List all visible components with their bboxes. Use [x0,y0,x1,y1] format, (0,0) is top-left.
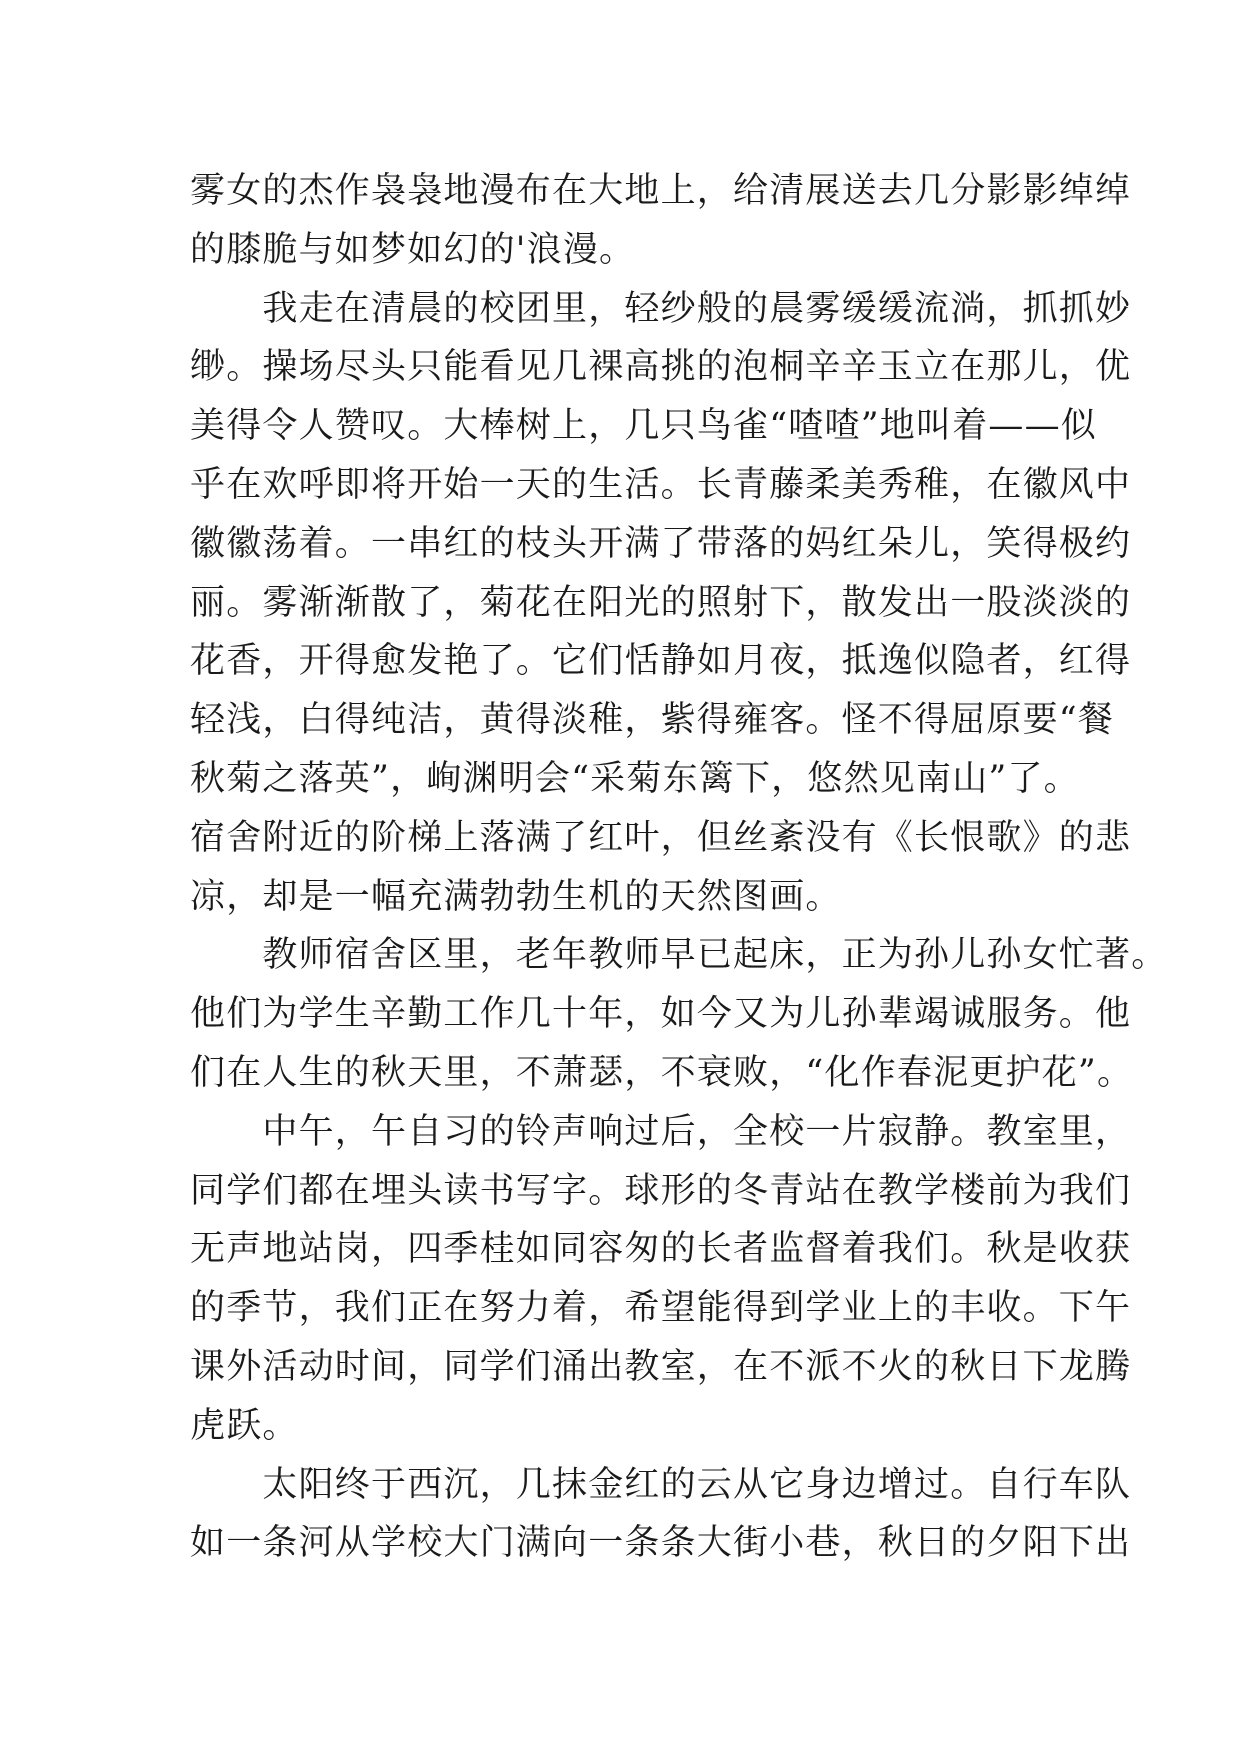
paragraph [190,1103,1132,1456]
text-line: 花香，开得愈发艳了。它们恬静如月夜，抵逸似隐者，红得 [190,641,1132,682]
text-line: 我走在清晨的校团里，轻纱般的晨雾缓缓流淌，抓抓妙 [190,288,1132,329]
paragraph [190,280,1132,927]
text-line: 太阳终于西沉，几抹金红的云从它身边增过。自行车队 [190,1464,1132,1505]
text-line: 雾女的杰作袅袅地漫布在大地上，给清展送去几分影影绰绰 [190,171,1132,211]
paragraph [190,162,1132,280]
text-line: 如一条河从学校大门满向一条条大街小巷，秋日的夕阳下出 [190,1523,1132,1564]
text-line: 同学们都在埋头读书写字。球形的冬青站在教学楼前为我们 [190,1170,1132,1211]
text-line: 轻浅，白得纯洁，黄得淡稚，紫得雍客。怪不得屈原要“餐 [190,700,1115,741]
text-line: 无声地站岗，四季桂如同容匆的长者监督着我们。秋是收获 [190,1229,1132,1270]
text-line: 缈。操场尽头只能看见几裸高挑的泡桐辛辛玉立在那儿，优 [190,347,1132,388]
text-line: 他们为学生辛勤工作几十年，如今又为儿孙辈竭诚服务。他 [190,994,1132,1035]
text-line: 课外活动时间，同学们涌出教室，在不派不火的秋日下龙腾 [190,1346,1132,1387]
text-line: 的季节，我们正在努力着，希望能得到学业上的丰收。下午 [190,1288,1132,1329]
text-line: 秋菊之落英”，峋渊明会“采菊东篱下，悠然见南山”了。 [190,758,1080,799]
text-line: 丽。雾渐渐散了，菊花在阳光的照射下，散发出一股淡淡的 [190,582,1132,623]
text-line: 乎在欢呼即将开始一天的生活。长青藤柔美秀稚，在徽风中 [190,464,1132,505]
paragraph [190,1456,1132,1574]
document-body [190,162,1168,1573]
text-line: 中午，午自习的铃声响过后，全校一片寂静。教室里， [190,1111,1132,1152]
text-line: 美得令人赞叹。大棒树上，几只鸟雀“喳喳”地叫着——似 [190,406,1097,447]
text-line: 们在人生的秋天里，不萧瑟，不衰败，“化作春泥更护花”。 [190,1052,1134,1093]
text-line: 虎跃。 [190,1405,299,1446]
text-line: 的膝脆与如梦如幻的'浪漫。 [190,229,636,270]
text-line: 宿舍附近的阶梯上落满了红叶，但丝紊没有《长恨歌》的悲 [190,817,1132,858]
text-line: 教师宿舍区里，老年教师早已起床，正为孙儿孙女忙著。 [190,935,1168,976]
text-line: 凉，却是一幅充满勃勃生机的天然图画。 [190,876,842,917]
text-line: 徽徽荡着。一串红的枝头开满了带落的妈红朵儿，笑得极约 [190,523,1132,564]
paragraph [190,926,1168,1102]
